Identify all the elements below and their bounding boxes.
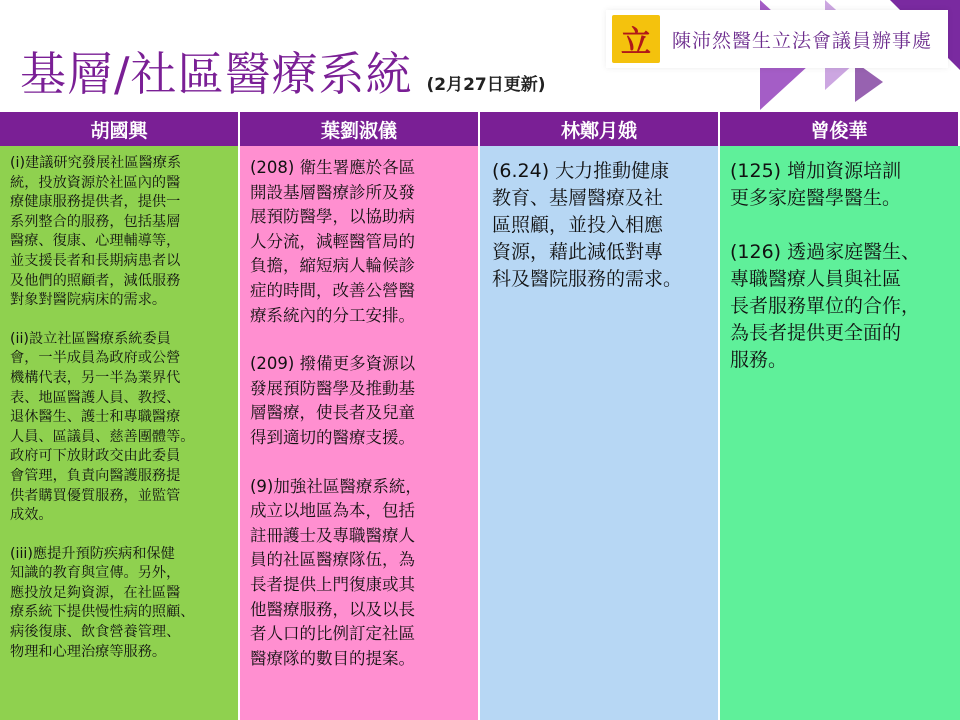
office-logo xyxy=(606,10,948,68)
office-name: 陳沛然醫生立法會議員辦事處 xyxy=(672,29,933,52)
column-body-tsang xyxy=(720,146,960,720)
proposal-paragraph: (126) 透過家庭醫生、 專職醫療人員與社區 長者服務單位的合作， 為長者提供更全面的 服務。 xyxy=(730,241,921,371)
proposal-paragraph: (125) 增加資源培訓 更多家庭醫學醫生。 xyxy=(730,160,902,209)
proposal-paragraph: (209) 撥備更多資源以 發展預防醫學及推動基 層醫療，使長者及兒童 得到適切的醫療支援。 xyxy=(250,354,416,447)
logo-seal-icon: 立 xyxy=(612,15,660,63)
proposal-paragraph: (ii)設立社區醫療系統委員 會，一半成員為政府或公營 機構代表，另一半為業界代 表、地區醫護人員、教授、 退休醫生、護士和專職醫療 人員、區議員、慈善團體等。 政府可下放財政交由此委員 會管理，負責向醫護服務提 供者購買優質服務，並監管 成效。 xyxy=(10,330,195,524)
column-header-tsang: 曾俊華 xyxy=(720,112,960,146)
page-title-block xyxy=(20,42,546,106)
proposal-paragraph: (9)加強社區醫療系統， 成立以地區為本，包括 註冊護士及專職醫療人 員的社區醫療隊伍，為 長者提供上門復康或其 他醫療服務，以及以長 者人口的比例訂定社區 醫療隊的數目的提案。 xyxy=(250,476,422,668)
comparison-table xyxy=(0,112,960,720)
column-header-lam: 林鄭月娥 xyxy=(480,112,720,146)
proposal-paragraph: (iii)應提升預防疾病和保健 知識的教育與宣傳。另外， 應投放足夠資源，在社區醫 療系統下提供慢性病的照顧、 病後復康、飲食營養管理、 物理和心理治療等服務。 xyxy=(10,545,195,660)
column-body-lam xyxy=(480,146,720,720)
column-body-wu xyxy=(0,146,240,720)
proposal-paragraph: (6.24) 大力推動健康 教育、基層醫療及社 區照顧，並投入相應 資源，藉此減低對專 科及醫院服務的需求。 xyxy=(492,160,683,290)
column-header-ip: 葉劉淑儀 xyxy=(240,112,480,146)
proposal-paragraph: (208) 衛生署應於各區 開設基層醫療診所及發 展預防醫學，以協助病 人分流，減輕醫管局的 負擔，縮短病人輪候診 症的時間，改善公營醫 療系統內的分工安排。 xyxy=(250,158,416,325)
proposal-paragraph: (i)建議研究發展社區醫療系 統，投放資源於社區內的醫 療健康服務提供者，提供一 系列整合的服務，包括基層 醫療、復康、心理輔導等， 並支援長者和長期病患者以 及他們的照顧者，減低服務 對象對醫院病床的需求。 xyxy=(10,155,182,309)
page-title: 基層/社區醫療系統 xyxy=(20,47,413,101)
column-body-ip xyxy=(240,146,480,720)
decorative-triangle xyxy=(855,62,883,102)
column-header-wu: 胡國興 xyxy=(0,112,240,146)
update-date: (2月27日更新) xyxy=(426,75,546,95)
